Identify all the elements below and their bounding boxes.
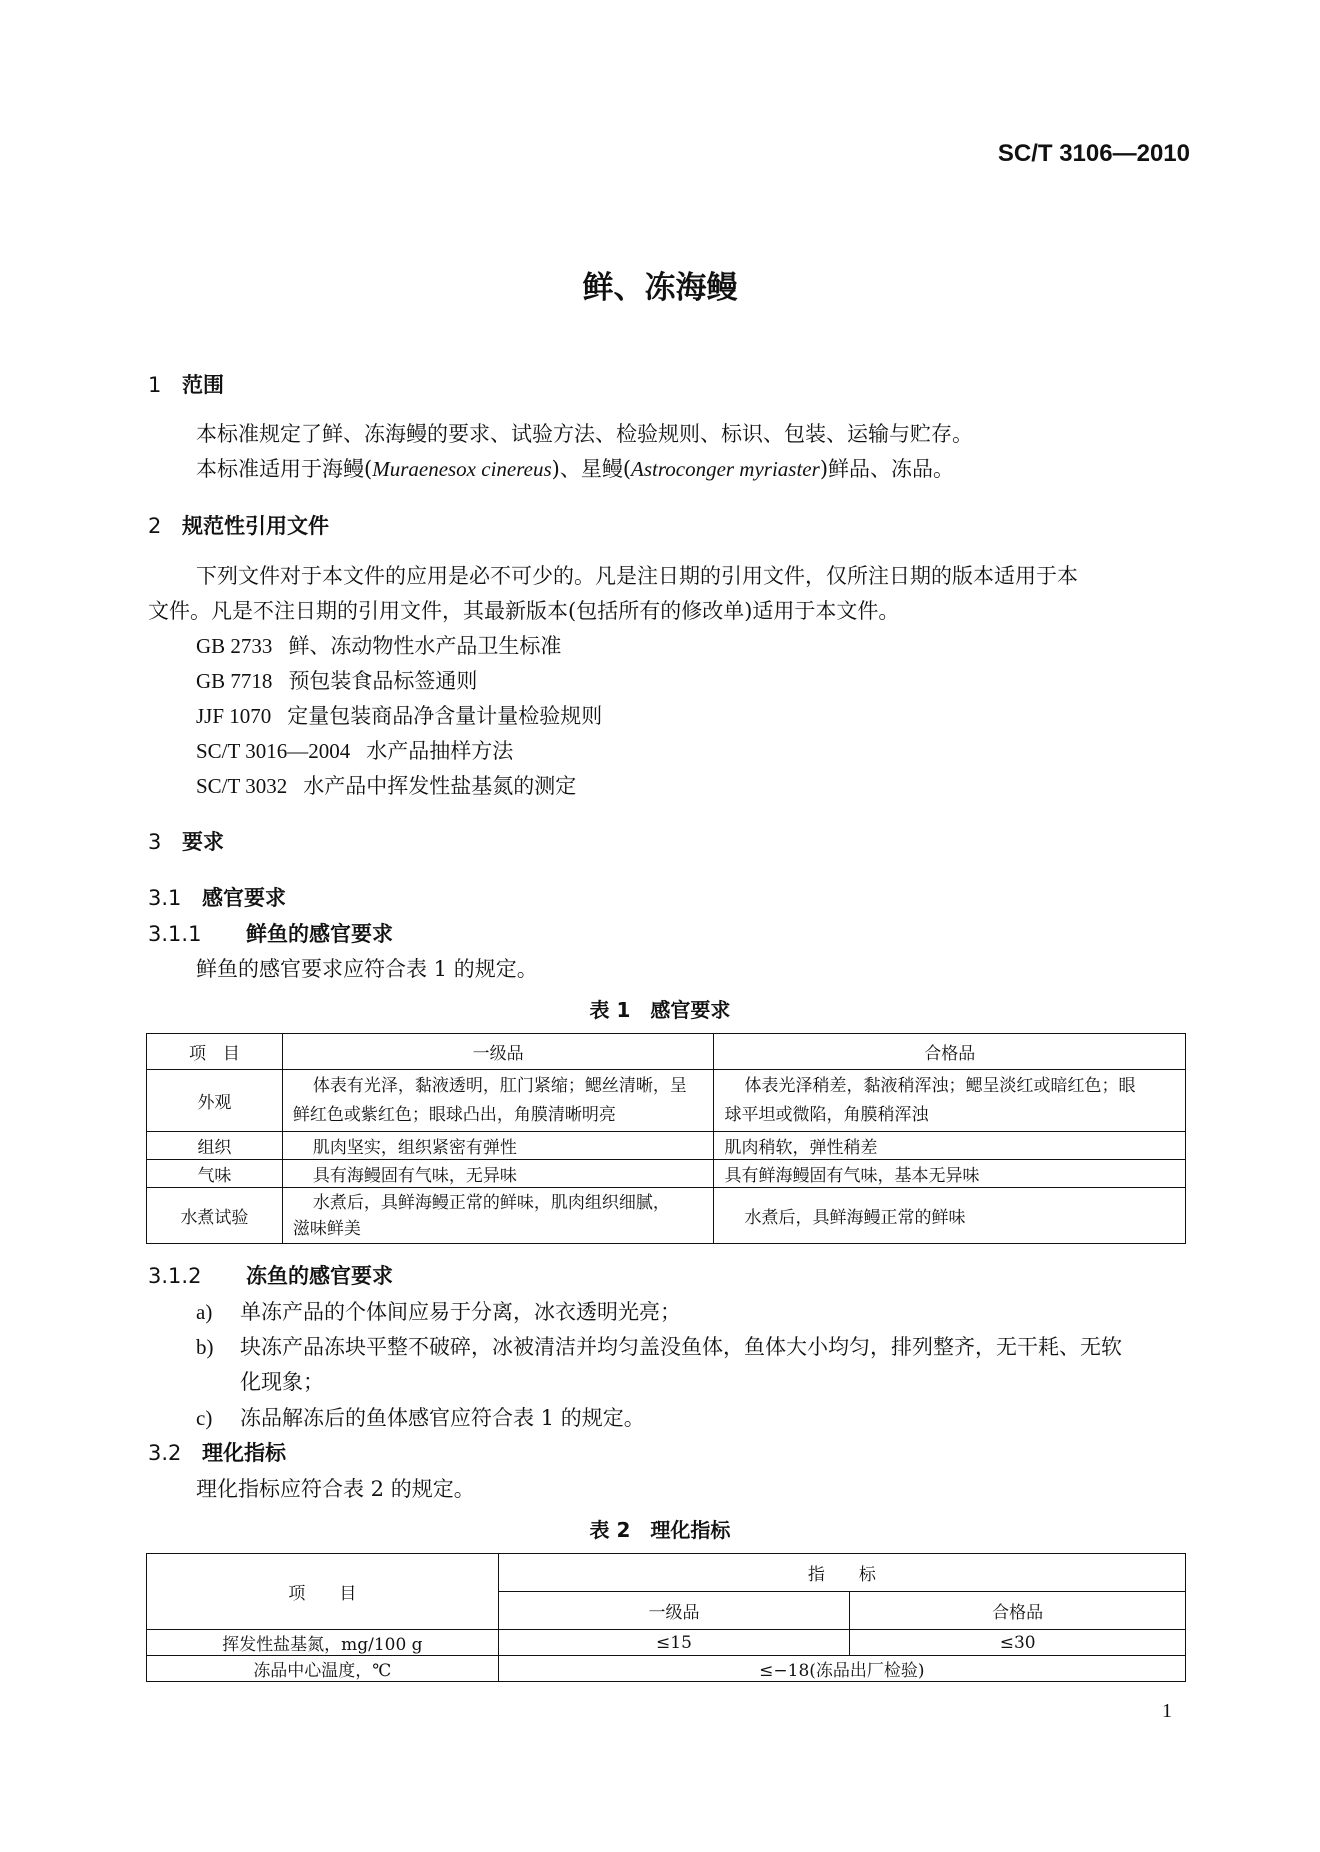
document-title: 鲜、冻海鳗 (582, 270, 738, 306)
section-number: 2 (148, 514, 162, 538)
cell-line: 体表有光泽，黏液透明，肛门紧缩；鳃丝清晰，呈 (312, 1075, 687, 1096)
reference-code: SC/T 3032 (196, 774, 288, 798)
list-text: 块冻产品冻块平整不破碎，冰被清洁并均匀盖没鱼体，鱼体大小均匀，排列整齐，无干耗、无软 (240, 1335, 1122, 1359)
fresh-fish-paragraph: 鲜鱼的感官要求应符合表 1 的规定。 (196, 957, 538, 981)
list-text: 单冻产品的个体间应易于分离，冰衣透明光亮； (240, 1300, 681, 1324)
section-number: 3.1 (148, 886, 182, 910)
section-number: 3.1.1 (148, 922, 202, 946)
text-span: )鲜品、冻品。 (819, 457, 955, 481)
table-row (147, 1160, 1186, 1188)
reference-item (196, 700, 602, 730)
qualified-cell (714, 1070, 1186, 1132)
references-intro-line-2: 文件。凡是不注日期的引用文件，其最新版本(包括所有的修改单)适用于本文件。 (148, 599, 900, 623)
table-1-caption: 表 1 感官要求 (589, 998, 731, 1022)
header-index: 指 标 (498, 1554, 1185, 1592)
qualified-cell: 具有鲜海鳗固有气味，基本无异味 (714, 1160, 1186, 1188)
section-title: 鲜鱼的感官要求 (246, 922, 393, 946)
section-1-heading (148, 369, 224, 399)
species-name: Astroconger myriaster (631, 457, 820, 481)
qualified-cell: ≤30 (850, 1630, 1186, 1656)
table-row (147, 1630, 1186, 1656)
header-item: 项 目 (147, 1554, 499, 1630)
header-first-grade: 一级品 (498, 1592, 850, 1630)
frozen-requirement-c (196, 1402, 645, 1432)
reference-item (196, 770, 576, 800)
list-label: a) (196, 1300, 213, 1324)
reference-title: 鲜、冻动物性水产品卫生标准 (288, 634, 562, 658)
reference-code: SC/T 3016—2004 (196, 739, 351, 763)
header-first-grade: 一级品 (282, 1034, 714, 1070)
scope-paragraph-1: 本标准规定了鲜、冻海鳗的要求、试验方法、检验规则、标识、包装、运输与贮存。 (196, 422, 973, 446)
physicochemical-table (146, 1553, 1186, 1682)
section-3-1-2-heading (148, 1260, 393, 1290)
table-row (147, 1656, 1186, 1682)
cell-line: 滋味鲜美 (292, 1218, 361, 1239)
list-label: c) (196, 1406, 213, 1430)
standard-number: SC/T 3106—2010 (997, 140, 1190, 167)
row-item: 组织 (147, 1132, 283, 1160)
cell-line: 体表光泽稍差，黏液稍浑浊；鳃呈淡红或暗红色；眼 (744, 1075, 1136, 1096)
first-grade-cell: 具有海鳗固有气味，无异味 (282, 1160, 714, 1188)
first-grade-cell (282, 1188, 714, 1244)
first-grade-cell: ≤15 (498, 1630, 850, 1656)
section-title: 要求 (182, 830, 224, 854)
frozen-requirement-b (196, 1331, 1122, 1361)
page-number: 1 (1162, 1700, 1172, 1722)
physicochemical-paragraph: 理化指标应符合表 2 的规定。 (196, 1477, 475, 1501)
list-label: b) (196, 1335, 214, 1359)
section-title: 冻鱼的感官要求 (246, 1264, 393, 1288)
scope-paragraph-2 (196, 453, 954, 483)
frozen-requirement-a (196, 1296, 681, 1326)
section-number: 1 (148, 373, 162, 397)
table-header-row (147, 1034, 1186, 1070)
reference-item (196, 630, 561, 660)
table-row (147, 1132, 1186, 1160)
row-item: 外观 (147, 1070, 283, 1132)
reference-code: GB 2733 (196, 634, 273, 658)
sensory-requirements-table (146, 1033, 1186, 1244)
section-3-1-1-heading (148, 918, 393, 948)
section-3-2-heading (148, 1437, 286, 1467)
references-intro-line-1: 下列文件对于本文件的应用是必不可少的。凡是注日期的引用文件，仅所注日期的版本适用于本 (196, 564, 1078, 588)
list-text: 冻品解冻后的鱼体感官应符合表 1 的规定。 (240, 1406, 645, 1430)
reference-code: JJF 1070 (196, 704, 272, 728)
text-span: 本标准适用于海鳗( (196, 457, 373, 481)
row-item: 气味 (147, 1160, 283, 1188)
reference-code: GB 7718 (196, 669, 273, 693)
section-number: 3 (148, 830, 162, 854)
qualified-cell: 肌肉稍软，弹性稍差 (714, 1132, 1186, 1160)
reference-item (196, 735, 513, 765)
table-2-caption: 表 2 理化指标 (589, 1518, 731, 1542)
reference-title: 定量包装商品净含量计量检验规则 (287, 704, 603, 728)
cell-line: 球平坦或微陷，角膜稍浑浊 (724, 1104, 929, 1125)
text-span: )、星鳗( (551, 457, 632, 481)
species-name: Muraenesox cinereus (372, 457, 552, 481)
first-grade-cell (282, 1070, 714, 1132)
cell-line: 水煮后，具鲜海鳗正常的鲜味，肌肉组织细腻， (312, 1192, 670, 1213)
section-title: 理化指标 (202, 1441, 286, 1465)
section-number: 3.2 (148, 1441, 182, 1465)
reference-title: 水产品中挥发性盐基氮的测定 (303, 774, 577, 798)
first-grade-cell: 肌肉坚实，组织紧密有弹性 (282, 1132, 714, 1160)
reference-title: 预包装食品标签通则 (288, 669, 478, 693)
table-row (147, 1070, 1186, 1132)
table-header-row (147, 1554, 1186, 1592)
table-row (147, 1188, 1186, 1244)
merged-value-cell: ≤−18(冻品出厂检验) (498, 1656, 1185, 1682)
section-3-1-heading (148, 882, 286, 912)
section-title: 感官要求 (202, 886, 286, 910)
row-item: 冻品中心温度，℃ (147, 1656, 499, 1682)
header-qualified: 合格品 (714, 1034, 1186, 1070)
row-item: 水煮试验 (147, 1188, 283, 1244)
qualified-cell: 水煮后，具鲜海鳗正常的鲜味 (714, 1188, 1186, 1244)
reference-title: 水产品抽样方法 (366, 739, 514, 763)
frozen-requirement-b-continued: 化现象； (240, 1370, 324, 1394)
cell-line: 鲜红色或紫红色；眼球凸出，角膜清晰明亮 (292, 1104, 616, 1125)
header-item: 项 目 (147, 1034, 283, 1070)
row-item: 挥发性盐基氮，mg/100 g (147, 1630, 499, 1656)
section-number: 3.1.2 (148, 1264, 202, 1288)
section-2-heading (148, 510, 329, 540)
section-3-heading (148, 826, 224, 856)
reference-item (196, 665, 477, 695)
header-qualified: 合格品 (850, 1592, 1186, 1630)
section-title: 规范性引用文件 (182, 514, 329, 538)
section-title: 范围 (182, 373, 224, 397)
